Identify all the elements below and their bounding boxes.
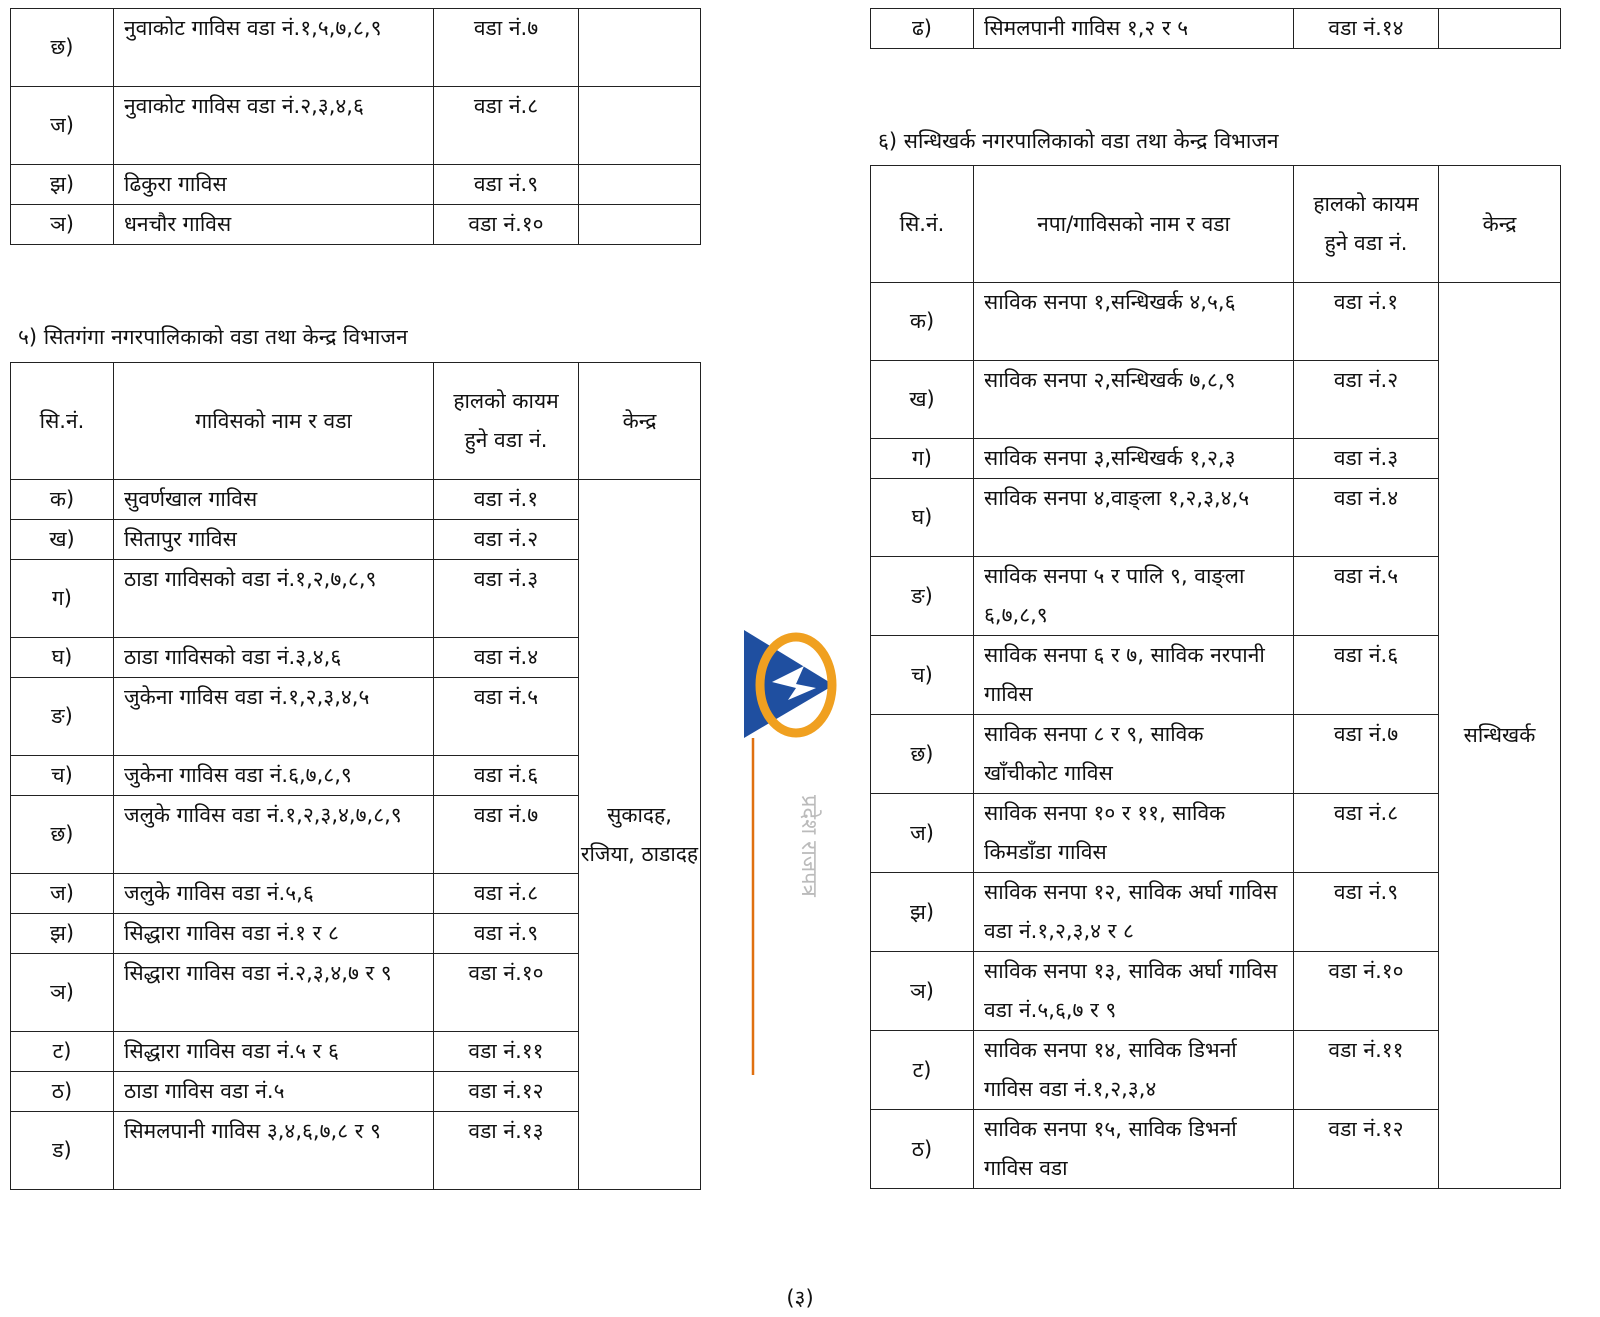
header-ward: हालको कायम हुने वडा नं. — [1294, 166, 1439, 283]
row-ward: वडा नं.३ — [434, 560, 579, 638]
row-serial: छ) — [11, 9, 114, 87]
table-row — [11, 87, 701, 165]
row-serial: ड) — [11, 1112, 114, 1190]
row-name: साविक सनपा ४,वाङ्ला १,२,३,४,५ — [974, 479, 1294, 557]
row-ward: वडा नं.६ — [1294, 636, 1439, 715]
centre-cell: सुकादह, रजिया, ठाडादह — [579, 480, 701, 1190]
row-ward: वडा नं.७ — [434, 9, 579, 87]
row-ward: वडा नं.७ — [434, 796, 579, 874]
section-6-heading: ६) सन्धिखर्क नगरपालिकाको वडा तथा केन्द्र विभाजन — [878, 129, 1279, 153]
row-serial: ग) — [871, 439, 974, 479]
row-ward: वडा नं.९ — [434, 914, 579, 954]
section-5-heading: ५) सितगंगा नगरपालिकाको वडा तथा केन्द्र विभाजन — [18, 325, 408, 349]
row-name: साविक सनपा २,सन्धिखर्क ७,८,९ — [974, 361, 1294, 439]
row-ward: वडा नं.८ — [434, 87, 579, 165]
row-name: ठाडा गाविस वडा नं.५ — [114, 1072, 434, 1112]
row-serial: ट) — [11, 1032, 114, 1072]
row-name: साविक सनपा १५, साविक डिभर्ना गाविस वडा — [974, 1110, 1294, 1189]
row-ward: वडा नं.४ — [1294, 479, 1439, 557]
row-name: जलुके गाविस वडा नं.१,२,३,४,७,८,९ — [114, 796, 434, 874]
row-ward: वडा नं.७ — [1294, 715, 1439, 794]
row-ward: वडा नं.५ — [434, 678, 579, 756]
row-ward: वडा नं.५ — [1294, 557, 1439, 636]
row-name: सुवर्णखाल गाविस — [114, 480, 434, 520]
row-serial: ढ) — [871, 9, 974, 49]
row-serial: क) — [871, 283, 974, 361]
row-serial: ख) — [871, 361, 974, 439]
row-serial: घ) — [11, 638, 114, 678]
header-sn: सि.नं. — [871, 166, 974, 283]
row-ward: वडा नं.२ — [434, 520, 579, 560]
row-centre — [579, 87, 701, 165]
row-ward: वडा नं.१ — [1294, 283, 1439, 361]
row-ward: वडा नं.१२ — [434, 1072, 579, 1112]
row-ward: वडा नं.९ — [1294, 873, 1439, 952]
table-header-row — [11, 363, 701, 480]
gazette-logo — [744, 630, 864, 1100]
row-serial: ञ) — [871, 952, 974, 1031]
row-ward: वडा नं.४ — [434, 638, 579, 678]
row-name: ठाडा गाविसको वडा नं.१,२,७,८,९ — [114, 560, 434, 638]
row-serial: ठ) — [871, 1110, 974, 1189]
row-serial: ट) — [871, 1031, 974, 1110]
row-ward: वडा नं.११ — [1294, 1031, 1439, 1110]
row-serial: ज) — [11, 87, 114, 165]
row-name: नुवाकोट गाविस वडा नं.१,५,७,८,९ — [114, 9, 434, 87]
row-name: साविक सनपा १,सन्धिखर्क ४,५,६ — [974, 283, 1294, 361]
row-name: जुकेना गाविस वडा नं.१,२,३,४,५ — [114, 678, 434, 756]
emblem-icon — [744, 630, 864, 1100]
table-row — [871, 9, 1561, 49]
row-ward: वडा नं.१ — [434, 480, 579, 520]
row-centre — [579, 205, 701, 245]
page-number: (३) — [786, 1286, 814, 1310]
row-centre — [579, 9, 701, 87]
header-centre: केन्द्र — [1439, 166, 1561, 283]
row-serial: ञ) — [11, 205, 114, 245]
row-serial: क) — [11, 480, 114, 520]
row-name: ढिकुरा गाविस — [114, 165, 434, 205]
row-name: सिद्धारा गाविस वडा नं.५ र ६ — [114, 1032, 434, 1072]
row-serial: झ) — [871, 873, 974, 952]
row-name: ठाडा गाविसको वडा नं.३,४,६ — [114, 638, 434, 678]
row-serial: च) — [11, 756, 114, 796]
row-serial: ङ) — [871, 557, 974, 636]
row-serial: ग) — [11, 560, 114, 638]
row-serial: घ) — [871, 479, 974, 557]
row-ward: वडा नं.१३ — [434, 1112, 579, 1190]
row-name: सिमलपानी गाविस ३,४,६,७,८ र ९ — [114, 1112, 434, 1190]
row-ward: वडा नं.२ — [1294, 361, 1439, 439]
row-name: सिद्धारा गाविस वडा नं.२,३,४,७ र ९ — [114, 954, 434, 1032]
header-name: नपा/गाविसको नाम र वडा — [974, 166, 1294, 283]
row-centre — [1439, 9, 1561, 49]
row-name: साविक सनपा ५ र पालि ९, वाङ्ला ६,७,८,९ — [974, 557, 1294, 636]
table-row — [11, 480, 701, 520]
row-serial: छ) — [11, 796, 114, 874]
row-ward: वडा नं.१४ — [1294, 9, 1439, 49]
row-name: साविक सनपा १२, साविक अर्घा गाविस वडा नं.१,२,३,४ र ८ — [974, 873, 1294, 952]
row-serial: छ) — [871, 715, 974, 794]
row-name: जुकेना गाविस वडा नं.६,७,८,९ — [114, 756, 434, 796]
row-name: नुवाकोट गाविस वडा नं.२,३,४,६ — [114, 87, 434, 165]
centre-cell: सन्धिखर्क — [1439, 283, 1561, 1189]
row-name: साविक सनपा ८ र ९, साविक खाँचीकोट गाविस — [974, 715, 1294, 794]
header-sn: सि.नं. — [11, 363, 114, 480]
row-serial: ज) — [11, 874, 114, 914]
table-row — [871, 283, 1561, 361]
row-ward: वडा नं.१० — [434, 954, 579, 1032]
header-name: गाविसको नाम र वडा — [114, 363, 434, 480]
row-serial: ञ) — [11, 954, 114, 1032]
row-ward: वडा नं.१० — [434, 205, 579, 245]
row-ward: वडा नं.१२ — [1294, 1110, 1439, 1189]
row-serial: झ) — [11, 914, 114, 954]
row-ward: वडा नं.८ — [1294, 794, 1439, 873]
sandhikharka-ward-table — [870, 165, 1561, 1189]
header-ward: हालको कायम हुने वडा नं. — [434, 363, 579, 480]
row-ward: वडा नं.३ — [1294, 439, 1439, 479]
row-ward: वडा नं.६ — [434, 756, 579, 796]
sitganga-ward-table — [10, 362, 701, 1190]
row-name: साविक सनपा ६ र ७, साविक नरपानी गाविस — [974, 636, 1294, 715]
row-name: साविक सनपा १० र ११, साविक किमडाँडा गाविस — [974, 794, 1294, 873]
ward-table-continued-right — [870, 8, 1561, 49]
row-name: सिद्धारा गाविस वडा नं.१ र ८ — [114, 914, 434, 954]
row-serial: ख) — [11, 520, 114, 560]
row-ward: वडा नं.९ — [434, 165, 579, 205]
row-name: जलुके गाविस वडा नं.५,६ — [114, 874, 434, 914]
row-name: साविक सनपा १४, साविक डिभर्ना गाविस वडा नं.१,२,३,४ — [974, 1031, 1294, 1110]
row-name: साविक सनपा १३, साविक अर्घा गाविस वडा नं.५,६,७ र ९ — [974, 952, 1294, 1031]
row-name: सितापुर गाविस — [114, 520, 434, 560]
watermark-text: प्रदेश राजपत्र — [796, 795, 821, 897]
row-name: सिमलपानी गाविस १,२ र ५ — [974, 9, 1294, 49]
row-serial: च) — [871, 636, 974, 715]
row-ward: वडा नं.११ — [434, 1032, 579, 1072]
row-serial: झ) — [11, 165, 114, 205]
row-ward: वडा नं.८ — [434, 874, 579, 914]
row-serial: ज) — [871, 794, 974, 873]
table-row — [11, 9, 701, 87]
row-centre — [579, 165, 701, 205]
row-ward: वडा नं.१० — [1294, 952, 1439, 1031]
table-row — [11, 165, 701, 205]
table-row — [11, 205, 701, 245]
table-header-row — [871, 166, 1561, 283]
header-centre: केन्द्र — [579, 363, 701, 480]
row-serial: ङ) — [11, 678, 114, 756]
row-serial: ठ) — [11, 1072, 114, 1112]
row-name: धनचौर गाविस — [114, 205, 434, 245]
ward-table-continued-left — [10, 8, 701, 245]
row-name: साविक सनपा ३,सन्धिखर्क १,२,३ — [974, 439, 1294, 479]
